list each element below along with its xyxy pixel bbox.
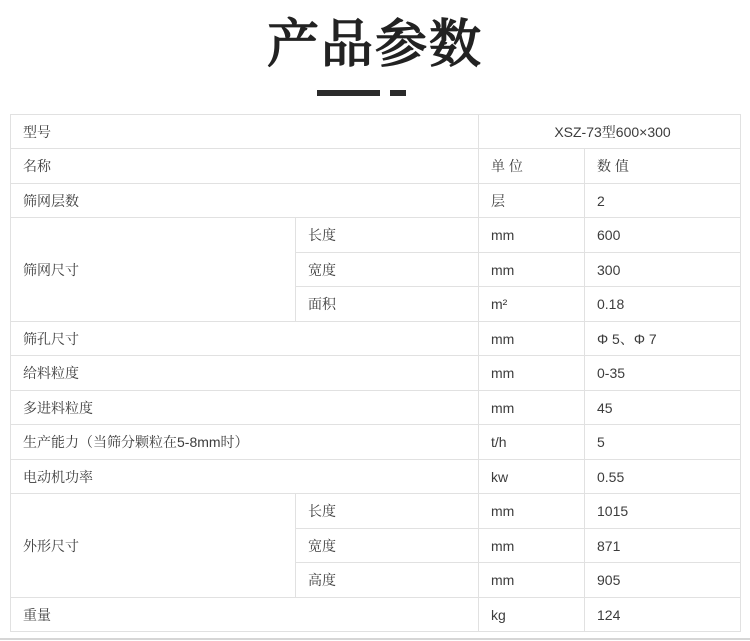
param-sublabel: 长度 (296, 494, 479, 529)
param-value: 2 (585, 183, 741, 218)
param-value: 1015 (585, 494, 741, 529)
param-unit: mm (479, 390, 585, 425)
table-row-column-header (11, 149, 741, 184)
param-value: 0.55 (585, 459, 741, 494)
param-value: 300 (585, 252, 741, 287)
underline-bar-long (317, 90, 380, 96)
table-row-screen-layers (11, 183, 741, 218)
model-value: XSZ-73型600×300 (479, 114, 741, 149)
param-value: Φ 5、Φ 7 (585, 321, 741, 356)
underline-bar-short (390, 90, 406, 96)
table-row-hole-size (11, 321, 741, 356)
param-value: 45 (585, 390, 741, 425)
param-group-label: 外形尺寸 (11, 494, 296, 598)
param-unit: mm (479, 356, 585, 391)
param-value: 905 (585, 563, 741, 598)
param-unit: t/h (479, 425, 585, 460)
param-value: 871 (585, 528, 741, 563)
param-label: 生产能力（当筛分颗粒在5-8mm时） (11, 425, 479, 460)
param-label: 型号 (11, 114, 479, 149)
title-underline (0, 90, 736, 96)
param-unit: mm (479, 321, 585, 356)
param-unit: mm (479, 494, 585, 529)
param-unit: mm (479, 218, 585, 253)
table-row-overall-length (11, 494, 741, 529)
param-label: 多进料粒度 (11, 390, 479, 425)
param-unit: 层 (479, 183, 585, 218)
param-unit: mm (479, 563, 585, 598)
value-header: 数 值 (585, 149, 741, 184)
table-row-multi-feed-size (11, 390, 741, 425)
param-value: 124 (585, 597, 741, 632)
table-row-weight (11, 597, 741, 632)
param-unit: mm (479, 528, 585, 563)
param-value: 0-35 (585, 356, 741, 391)
param-label: 电动机功率 (11, 459, 479, 494)
param-sublabel: 长度 (296, 218, 479, 253)
parameters-table (10, 114, 741, 633)
table-row-screen-size-length (11, 218, 741, 253)
param-sublabel: 面积 (296, 287, 479, 322)
page-title: 产品参数 (266, 16, 483, 74)
param-unit: m² (479, 287, 585, 322)
table-row-model (11, 114, 741, 149)
bottom-divider (0, 638, 750, 640)
param-value: 0.18 (585, 287, 741, 322)
param-label: 给料粒度 (11, 356, 479, 391)
table-row-feed-size (11, 356, 741, 391)
table-row-motor-power (11, 459, 741, 494)
name-header: 名称 (11, 149, 479, 184)
unit-header: 单 位 (479, 149, 585, 184)
param-unit: mm (479, 252, 585, 287)
param-sublabel: 高度 (296, 563, 479, 598)
param-unit: kw (479, 459, 585, 494)
param-value: 600 (585, 218, 741, 253)
table-row-capacity (11, 425, 741, 460)
param-group-label: 筛网尺寸 (11, 218, 296, 322)
param-unit: kg (479, 597, 585, 632)
param-label: 筛网层数 (11, 183, 479, 218)
param-sublabel: 宽度 (296, 252, 479, 287)
param-value: 5 (585, 425, 741, 460)
param-label: 筛孔尺寸 (11, 321, 479, 356)
param-label: 重量 (11, 597, 479, 632)
param-sublabel: 宽度 (296, 528, 479, 563)
